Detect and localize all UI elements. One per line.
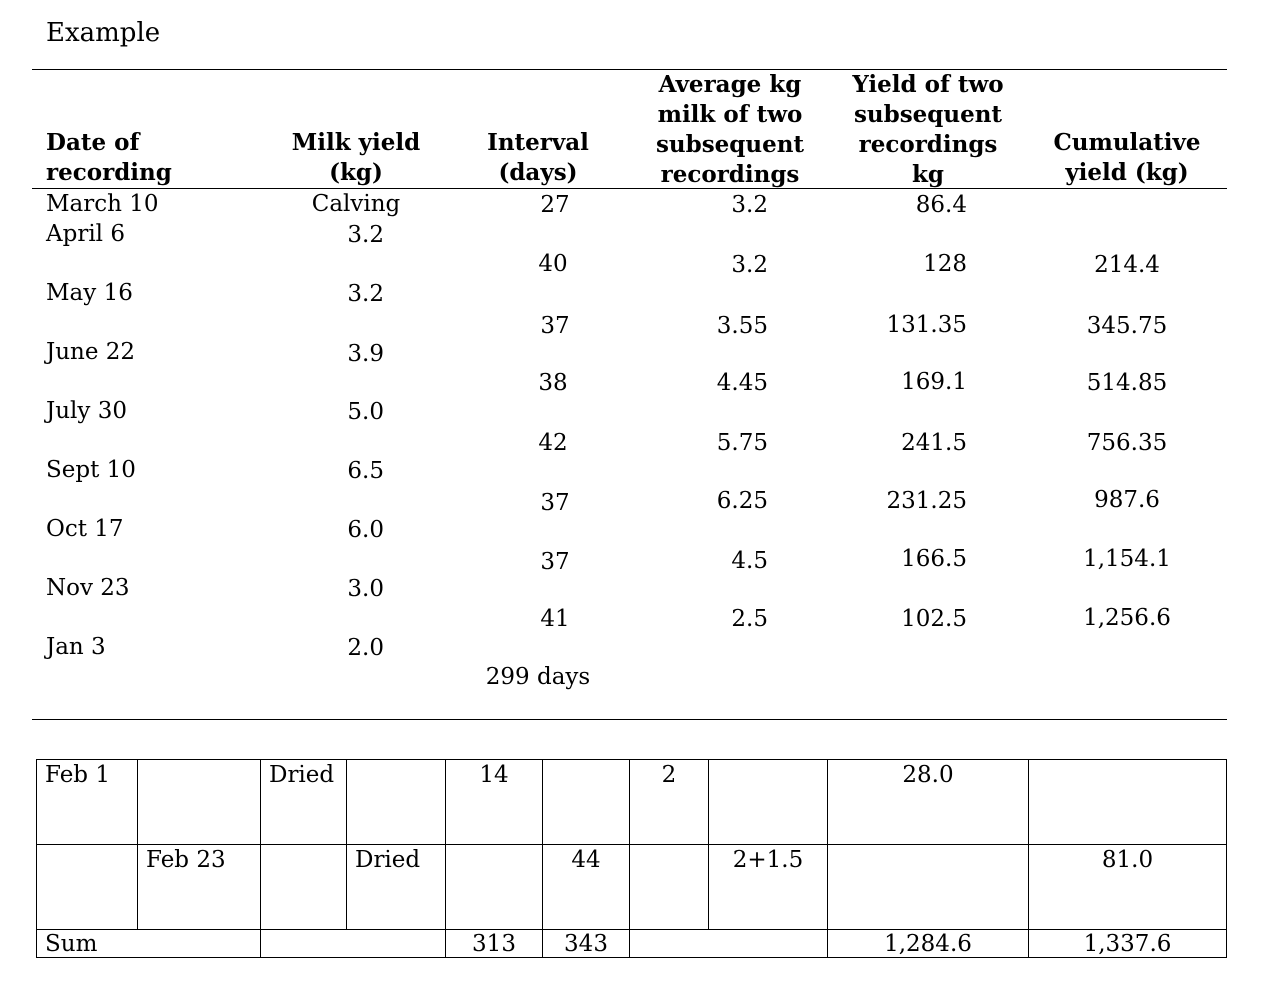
- recording-date: Nov 23: [46, 575, 130, 601]
- header-line: (kg): [329, 159, 383, 186]
- empty-cell: [347, 760, 446, 845]
- interval-days: 40: [538, 251, 568, 277]
- interval-average: 3.2: [731, 192, 768, 218]
- dry-period-table: [36, 759, 1227, 958]
- header-rule: [32, 188, 1227, 189]
- table-row: [37, 845, 1227, 930]
- header-line: recordings: [660, 161, 800, 188]
- dry-row2-date: Feb 23: [138, 845, 261, 930]
- empty-cell: [446, 845, 543, 930]
- recording-milk: 3.2: [347, 281, 384, 307]
- dry-row2-status: Dried: [347, 845, 446, 930]
- header-line: subsequent: [655, 131, 805, 158]
- header-line: (days): [498, 159, 578, 186]
- header-line: subsequent: [853, 101, 1003, 128]
- sum-interval-a: 313: [446, 930, 543, 958]
- empty-cell: [138, 760, 261, 845]
- dry-row1-yield: 28.0: [828, 760, 1029, 845]
- recording-date: Sept 10: [46, 457, 136, 483]
- dry-row2-cumulative: 81.0: [1029, 845, 1227, 930]
- header-line: kg: [911, 161, 945, 188]
- dry-row2-average: 2+1.5: [709, 845, 828, 930]
- recording-date: April 6: [46, 221, 125, 247]
- recording-date: June 22: [46, 339, 136, 365]
- empty-cell: [630, 930, 828, 958]
- interval-yield: 169.1: [901, 369, 967, 395]
- dry-row1-average: 2: [630, 760, 709, 845]
- empty-cell: [709, 760, 828, 845]
- header-line: Yield of two: [852, 71, 1004, 98]
- interval-yield: 86.4: [915, 192, 967, 218]
- recording-date: July 30: [46, 398, 127, 424]
- bottom-rule: [32, 719, 1227, 720]
- interval-days: 42: [538, 430, 568, 456]
- recording-milk: 2.0: [347, 635, 384, 661]
- header-cumulative: [1027, 128, 1227, 188]
- header-line: milk of two: [657, 101, 803, 128]
- empty-cell: [1029, 760, 1227, 845]
- interval-yield: 231.25: [886, 488, 967, 514]
- table-row: [37, 760, 1227, 845]
- interval-days: 38: [538, 370, 568, 396]
- header-line: Interval: [487, 129, 589, 156]
- empty-cell: [630, 845, 709, 930]
- interval-days: 41: [540, 606, 570, 632]
- recording-date: May 16: [46, 280, 133, 306]
- interval-cumulative: 1,154.1: [1083, 546, 1171, 572]
- interval-days: 37: [540, 549, 570, 575]
- dry-row2-interval: 44: [543, 845, 630, 930]
- header-line: Date of: [46, 129, 140, 156]
- interval-average: 3.55: [716, 313, 768, 339]
- interval-cumulative: 756.35: [1086, 430, 1168, 456]
- interval-days: 37: [540, 490, 570, 516]
- empty-cell: [261, 845, 347, 930]
- empty-cell: [37, 845, 138, 930]
- interval-yield: 166.5: [901, 546, 967, 572]
- interval-cumulative: 214.4: [1094, 252, 1160, 278]
- recording-milk: 6.0: [347, 517, 384, 543]
- header-date: [46, 128, 246, 188]
- page-title: Example: [46, 18, 161, 48]
- interval-days: 37: [540, 313, 570, 339]
- interval-average: 3.2: [731, 252, 768, 278]
- interval-yield: 128: [923, 251, 967, 277]
- interval-days: 27: [540, 192, 570, 218]
- interval-yield: 131.35: [886, 312, 967, 338]
- recording-date: March 10: [46, 191, 159, 217]
- recording-milk: 5.0: [347, 399, 384, 425]
- header-line: Cumulative: [1053, 129, 1201, 156]
- header-line: Milk yield: [291, 129, 421, 156]
- recording-milk: 3.2: [347, 222, 384, 248]
- sum-cumulative: 1,337.6: [1029, 930, 1227, 958]
- dry-row1-interval: 14: [446, 760, 543, 845]
- dry-row1-date: Feb 1: [37, 760, 138, 845]
- sum-yield: 1,284.6: [828, 930, 1029, 958]
- interval-average: 4.45: [716, 370, 768, 396]
- header-interval: [448, 128, 628, 188]
- header-milk-yield: [256, 128, 456, 188]
- interval-average: 4.5: [731, 548, 768, 574]
- header-line: Average kg: [658, 71, 802, 98]
- interval-yield: 102.5: [901, 606, 967, 632]
- header-yield: [828, 70, 1028, 190]
- header-line: recording: [46, 159, 172, 186]
- empty-cell: [543, 760, 630, 845]
- sum-row: [37, 930, 1227, 958]
- recording-date: Oct 17: [46, 516, 124, 542]
- recording-milk: Calving: [311, 191, 401, 217]
- recording-milk: 3.0: [347, 576, 384, 602]
- interval-average: 5.75: [716, 430, 768, 456]
- recording-date: Jan 3: [46, 634, 106, 660]
- interval-cumulative: 345.75: [1086, 313, 1168, 339]
- interval-average: 6.25: [716, 488, 768, 514]
- total-days: 299 days: [485, 664, 591, 690]
- sum-label: Sum: [37, 930, 261, 958]
- empty-cell: [261, 930, 446, 958]
- header-line: recordings: [858, 131, 998, 158]
- interval-average: 2.5: [731, 606, 768, 632]
- header-average: [630, 70, 830, 190]
- sum-interval-b: 343: [543, 930, 630, 958]
- interval-cumulative: 1,256.6: [1083, 605, 1171, 631]
- recording-milk: 6.5: [347, 458, 384, 484]
- interval-yield: 241.5: [901, 430, 967, 456]
- dry-row1-status: Dried: [261, 760, 347, 845]
- empty-cell: [828, 845, 1029, 930]
- recording-milk: 3.9: [347, 341, 384, 367]
- header-line: yield (kg): [1065, 159, 1189, 186]
- interval-cumulative: 514.85: [1086, 370, 1168, 396]
- interval-cumulative: 987.6: [1094, 487, 1160, 513]
